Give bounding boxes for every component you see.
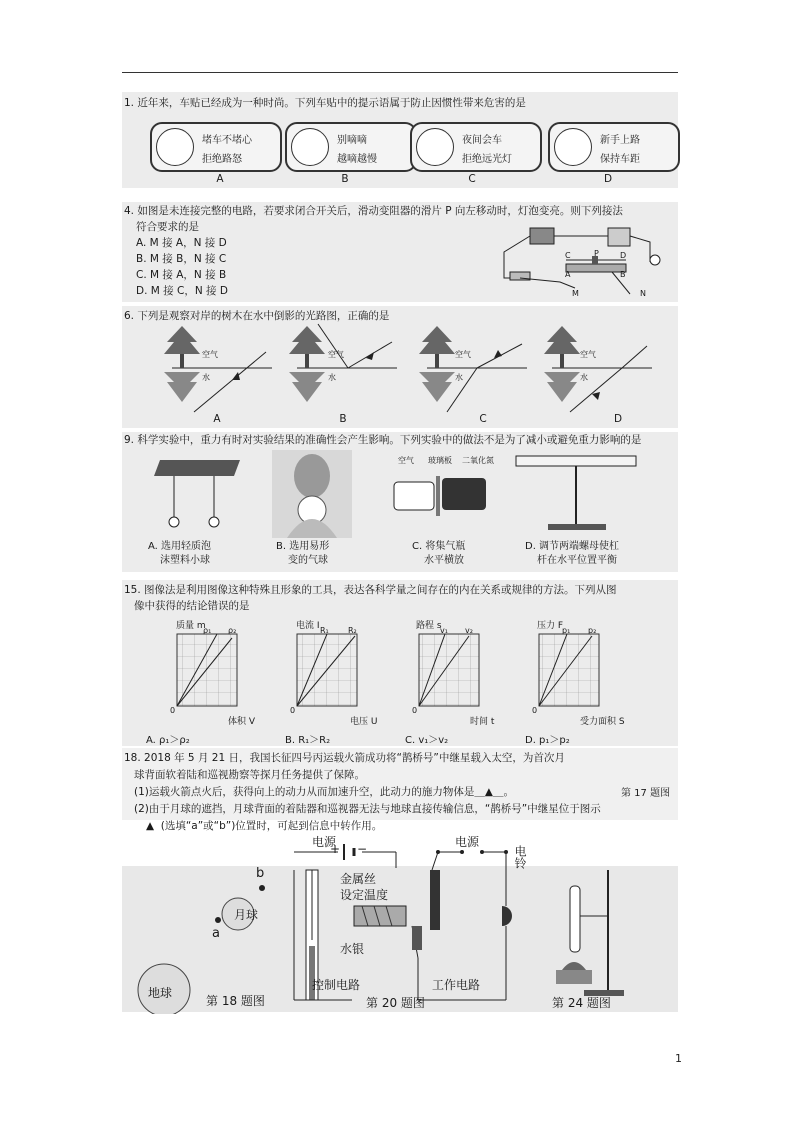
question-9-option-c xyxy=(412,540,465,568)
question-4-line2: 符合要求的是 xyxy=(136,221,199,233)
question-1-text: 1. 近年来，车贴已经成为一种时尚。下列车贴中的提示语属于防止因惯性带来危害的是 xyxy=(124,97,526,109)
question-18-line4: (2)由于月球的遮挡，月球背面的着陆器和巡视器无法与地球直接传输信息，“鹊桥号”中继星位于图示 xyxy=(134,803,601,815)
air-label-a: 空气 xyxy=(202,350,218,359)
graph-b-line1-label: R₁ xyxy=(320,626,329,635)
fig20-wire-label: 金属丝 xyxy=(340,872,377,886)
sticker-c-letter: C xyxy=(468,173,476,185)
cartoon-face-icon xyxy=(416,128,454,166)
cartoon-face-icon xyxy=(291,128,329,166)
fig18-moon-label: 月球 xyxy=(234,908,259,922)
option-c-line2: 水平横放 xyxy=(424,555,464,566)
light-path-c xyxy=(419,326,527,412)
fig18-caption: 第 18 题图 xyxy=(206,994,265,1008)
option-d-line2: 杆在水平位置平衡 xyxy=(537,555,617,566)
option-a-line1: A. 选用轻质泡 xyxy=(148,541,212,552)
header-rule xyxy=(122,72,678,73)
sticker-b-line1: 别嘀嘀 xyxy=(337,135,367,146)
figure-17-caption: 第 17 题图 xyxy=(621,788,671,799)
question-4-option-c: C. M 接 A，N 接 B xyxy=(136,269,227,281)
graph-c-answer: C. v₁＞v₂ xyxy=(405,735,449,746)
graph-d-origin: 0 xyxy=(532,706,538,715)
wire-n-label: N xyxy=(640,289,646,298)
terminal-d-label: D xyxy=(620,251,627,260)
option-b-line1: B. 选用易形 xyxy=(276,541,330,552)
light-path-a xyxy=(164,326,272,412)
bottom-figures xyxy=(122,830,678,1014)
question-9-option-b xyxy=(276,540,329,568)
water-label-c: 水 xyxy=(455,373,463,382)
graph-b-answer: B. R₁＞R₂ xyxy=(285,735,331,746)
diagram-b-letter: B xyxy=(339,413,347,425)
cartoon-face-icon xyxy=(554,128,592,166)
graph-d-line2-label: p₂ xyxy=(588,626,597,635)
graph-d-line1-label: p₁ xyxy=(562,626,571,635)
graph-c-line1-label: v₁ xyxy=(440,626,448,635)
graph-b-line2-label: R₂ xyxy=(348,626,357,635)
diagram-d-letter: D xyxy=(613,413,623,425)
graph-a-xlabel: 体积 V xyxy=(228,717,256,727)
fig20-caption: 第 20 题图 xyxy=(366,996,425,1010)
fig24-caption: 第 24 题图 xyxy=(552,996,611,1010)
fig20-power2-label: 电源 xyxy=(455,835,480,849)
sticker-a-line1: 堵车不堵心 xyxy=(202,135,252,146)
graph-b-xlabel: 电压 U xyxy=(350,717,378,727)
circuit-diagram xyxy=(500,222,675,302)
graph-d-ylabel: 压力 F xyxy=(537,621,564,631)
graph-b xyxy=(297,634,357,706)
air-label-b: 空气 xyxy=(328,350,344,359)
sticker-b xyxy=(285,122,417,172)
question-18-line2: 球背面软着陆和巡视勘察等探月任务提供了保障。 xyxy=(134,769,365,781)
fig20-control-label: 控制电路 xyxy=(312,978,361,992)
sticker-a xyxy=(150,122,282,172)
graph-d-answer: D. p₁＞p₂ xyxy=(525,735,570,746)
gas-bottles-picture xyxy=(394,476,486,516)
fig20-work-label: 工作电路 xyxy=(432,978,481,992)
fig20-power1-label: 电源 xyxy=(312,835,337,849)
question-9-option-a xyxy=(148,540,211,568)
graph-c-origin: 0 xyxy=(412,706,418,715)
question-9-text: 9. 科学实验中，重力有时对实验结果的准确性会产生影响。下列实验中的做法不是为了减小或避免重力影响的是 xyxy=(124,434,642,446)
question-18-line5: ▲ (选填“a”或“b”)位置时，可起到信息中转作用。 xyxy=(146,820,383,832)
light-path-b xyxy=(289,324,397,402)
page-number: 1 xyxy=(675,1052,682,1065)
cartoon-face-icon xyxy=(156,128,194,166)
sticker-d-letter: D xyxy=(603,173,613,185)
graph-c xyxy=(419,634,479,706)
question-4-option-a: A. M 接 A，N 接 D xyxy=(136,237,227,249)
slider-p-label: P xyxy=(594,249,599,258)
lever-stand-picture xyxy=(516,456,636,530)
no2-bottle-label: 二氧化氮 xyxy=(462,456,494,465)
water-label-b: 水 xyxy=(328,373,336,382)
sticker-d-line2: 保持车距 xyxy=(600,154,640,165)
water-label-a: 水 xyxy=(202,373,210,382)
option-b-line2: 变的气球 xyxy=(288,555,328,566)
fig20-plus-sign: + xyxy=(330,842,341,856)
light-path-d xyxy=(544,326,652,412)
sticker-b-letter: B xyxy=(341,173,349,185)
graph-c-line2-label: v₂ xyxy=(465,626,473,635)
terminal-c-label: C xyxy=(565,251,571,260)
graph-c-xlabel: 时间 t xyxy=(470,717,495,727)
graph-a-origin: 0 xyxy=(170,706,176,715)
question-18-line3: (1)运载火箭点火后，获得向上的动力从而加速升空，此动力的施力物体是＿▲＿。 xyxy=(134,786,514,798)
diagram-c-letter: C xyxy=(479,413,487,425)
sticker-a-letter: A xyxy=(216,173,224,185)
graph-a-line1-label: ρ₁ xyxy=(203,626,212,635)
graph-b-ylabel: 电流 I xyxy=(296,621,320,631)
air-bottle-label: 空气 xyxy=(398,456,414,465)
fig20-bell-label: 电铃 xyxy=(513,845,527,869)
graph-b-origin: 0 xyxy=(290,706,296,715)
air-label-c: 空气 xyxy=(455,350,471,359)
terminal-a-label: A xyxy=(565,270,571,279)
diagram-a-letter: A xyxy=(213,413,221,425)
question-4-line1: 4. 如图是未连接完整的电路，若要求闭合开关后，滑动变阻器的滑片 P 向左移动时，灯泡变亮。则下列接法 xyxy=(124,205,623,217)
figure-24-diagram xyxy=(556,870,624,996)
graph-c-ylabel: 路程 s xyxy=(416,621,442,631)
option-a-line2: 沫塑料小球 xyxy=(160,555,210,566)
fig20-minus-sign: − xyxy=(357,842,368,856)
fig20-temp-label: 设定温度 xyxy=(340,888,389,902)
sticker-b-line2: 越嘀越慢 xyxy=(337,154,377,165)
foam-balls-picture xyxy=(154,460,240,527)
graph-a-ylabel: 质量 m xyxy=(176,621,206,631)
fig18-point-a: a xyxy=(212,926,220,941)
sticker-c-line2: 拒绝远光灯 xyxy=(462,154,512,165)
fig18-earth-label: 地球 xyxy=(148,986,173,1000)
question-15-line1: 15. 图像法是利用图像这种特殊且形象的工具，表达各科学量之间存在的内在关系或规律的方法。下列从图 xyxy=(124,584,617,596)
sticker-c xyxy=(410,122,542,172)
fig18-point-b: b xyxy=(256,866,265,881)
question-4-option-d: D. M 接 C，N 接 D xyxy=(136,285,228,297)
sticker-a-line2: 拒绝路怒 xyxy=(202,154,242,165)
wire-m-label: M xyxy=(572,289,579,298)
air-label-d: 空气 xyxy=(580,350,596,359)
graph-d xyxy=(539,634,599,706)
option-c-line1: C. 将集气瓶 xyxy=(412,541,466,552)
question-4-option-b: B. M 接 B，N 接 C xyxy=(136,253,227,265)
sticker-d xyxy=(548,122,680,172)
question-15-line2: 像中获得的结论错误的是 xyxy=(134,600,250,612)
fig20-mercury-label: 水银 xyxy=(340,942,365,956)
terminal-b-label: B xyxy=(620,270,626,279)
glass-plate-label: 玻璃板 xyxy=(428,456,452,465)
question-6-text: 6. 下列是观察对岸的树木在水中倒影的光路图，正确的是 xyxy=(124,310,390,322)
balloon-girl-picture xyxy=(272,450,352,538)
graph-d-xlabel: 受力面积 S xyxy=(580,717,625,727)
question-9-option-d xyxy=(525,540,619,568)
water-label-d: 水 xyxy=(580,373,588,382)
question-18-line1: 18. 2018 年 5 月 21 日，我国长征四号丙运载火箭成功将“鹊桥号”中继星载入太空，为首次月 xyxy=(124,752,565,764)
sticker-c-line1: 夜间会车 xyxy=(462,135,502,146)
graph-a-answer: A. ρ₁＞ρ₂ xyxy=(146,735,190,746)
sticker-d-line1: 新手上路 xyxy=(600,135,640,146)
graph-a xyxy=(177,634,237,706)
option-d-line1: D. 调节两端螺母使杠 xyxy=(525,541,620,552)
graph-a-line2-label: ρ₂ xyxy=(228,626,237,635)
